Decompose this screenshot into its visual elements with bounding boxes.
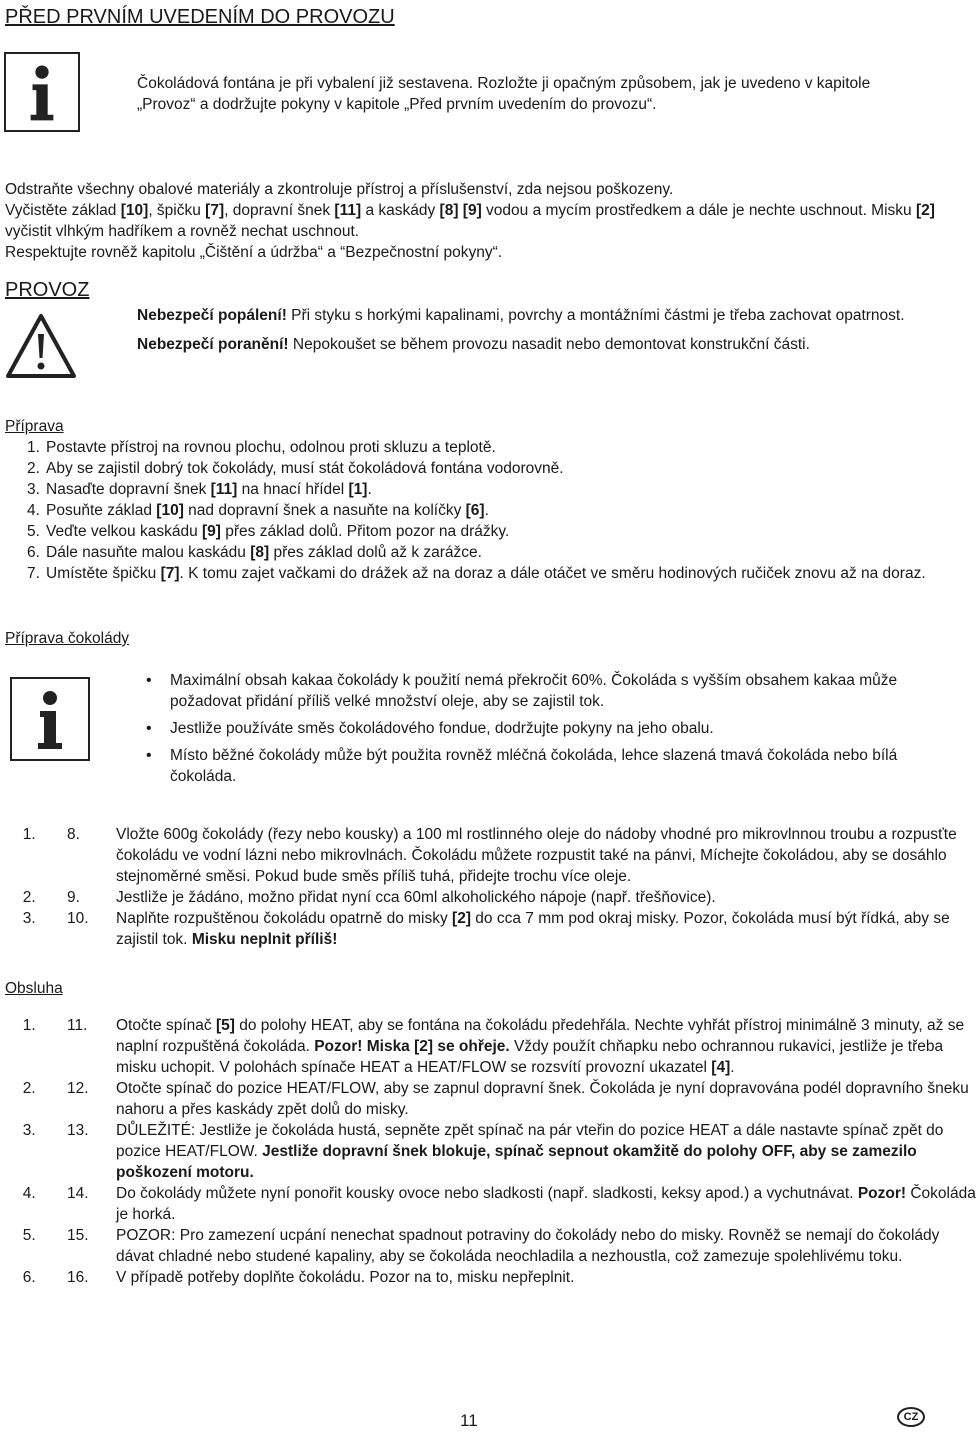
step-item: 4. Posuňte základ [10] nad dopravní šnek a nasuňte na kolíčky [6]. (27, 502, 489, 519)
step-number: 3. 10. (67, 909, 89, 927)
step-number: 1. 8. (67, 825, 80, 843)
step-item: 6. Dále nasuňte malou kaskádu [8] přes základ dolů až k zarážce. (27, 544, 482, 561)
step-number: 1. (27, 439, 40, 456)
step-number: 4. (27, 502, 40, 519)
step-item: 5. 15. POZOR: Pro zamezení ucpání nenechat spadnout potraviny do čokolády nebo do misky. Rovněž se nemají do čokolády dávat chladné nebo studené kapaliny, aby se čokoláda neochladila a nezhoustla, což zamezuje spolehlivému toku. (40, 1225, 980, 1267)
bullet-item: • Maximální obsah kakaa čokolády k použití nemá překročit 60%. Čokoláda s vyšším obsahem kakaa může požadovat přidání příliš velké množství oleje, aby se zajistil tok. (146, 670, 906, 712)
step-item: 1. 8. Vložte 600g čokolády (řezy nebo kousky) a 100 ml rostlinného oleje do nádoby vhodné pro mikrovlnnou troubu a rozpusťte čokoládu ve vodní lázni nebo mikrovlnách. Čokoládu můžete rozpustit také na pánvi, Míchejte čokoládou, aby se dosáhlo stejnoměrné směsi. Pokud bude směs příliš tuhá, přidejte trochu více oleje. (40, 824, 980, 887)
priprava-cokolady-heading: Příprava čokolády (5, 630, 130, 647)
step-item: 2. Aby se zajistil dobrý tok čokolády, musí stát čokoládová fontána vodorovně. (27, 460, 564, 477)
chocolate-tips-list (146, 670, 906, 793)
step-number: 5. (27, 523, 40, 540)
step-item: 3. 10. Naplňte rozpuštěnou čokoládu opatrně do misky [2] do cca 7 mm pod okraj misky. Pozor, čokoláda musí být řídká, aby se zajistil tok. Misku neplnit příliš! (40, 908, 980, 950)
obsluha-steps (0, 1015, 980, 1288)
obsluha-heading: Obsluha (5, 980, 63, 997)
step-item: 1. Postavte přístroj na rovnou plochu, odolnou proti skluzu a teplotě. (27, 439, 496, 456)
prep-line-1: Odstraňte všechny obalové materiály a zkontroluje přístroj a příslušenství, zda nejsou poškozeny. (5, 181, 674, 198)
step-number: 5. 15. (67, 1226, 89, 1244)
step-item: 7. Umístěte špičku [7]. K tomu zajet vačkami do drážek až na doraz a dále otáčet ve směru hodinových ručiček znovu až na doraz. (27, 565, 926, 582)
provoz-heading: PROVOZ (5, 279, 90, 301)
warning-icon (5, 312, 77, 380)
step-item: 2. 12. Otočte spínač do pozice HEAT/FLOW, aby se zapnul dopravní šnek. Čokoláda je nyní dopravována podél dopravního šneku nahoru a přes kaskády zpět dolů do misky. (40, 1078, 980, 1120)
priprava-steps (0, 437, 940, 584)
info-icon (4, 52, 80, 132)
step-item: 1. 11. Otočte spínač [5] do polohy HEAT, aby se fontána na čokoládu předehřála. Nechte vyhřát přístroj minimálně 3 minuty, až se naplní rozpuštěná čokoláda. Pozor! Miska [2] se ohřeje. Vždy použít chňapku nebo ochrannou rukavici, jestliže je třeba misku uchopit. V polohách spínače HEAT a HEAT/FLOW se rozsvítí provozní ukazatel [4]. (40, 1015, 980, 1078)
step-number: 7. (27, 565, 40, 582)
bullet-item: • Místo běžné čokolády může být použita rovněž mléčná čokoláda, lehce slazená tmavá čokoláda nebo bílá čokoláda. (146, 745, 906, 787)
step-number: 2. 12. (67, 1079, 89, 1097)
step-item: 6. 16. V případě potřeby doplňte čokoládu. Pozor na to, misku nepřeplnit. (40, 1267, 980, 1288)
prep-line-2: Vyčistěte základ [10], špičku [7], dopravní šnek [11] a kaskády [8] [9] vodou a mycím prostředkem a dále je nechte uschnout. Misku [2] vyčistit vlhkým hadříkem a rovněž nechat uschnout. (5, 202, 935, 240)
provoz-warnings (137, 305, 917, 355)
step-number: 3. 13. (67, 1121, 89, 1139)
chocolate-steps (0, 824, 980, 950)
injury-warning: Nebezpečí poranění! Nepokoušet se během provozu nasadit nebo demontovat konstrukční části. (137, 336, 810, 353)
step-number: 2. 9. (67, 888, 80, 906)
step-item: 3. Nasaďte dopravní šnek [11] na hnací hřídel [1]. (27, 481, 372, 498)
intro-text: Čokoládová fontána je při vybalení již sestavena. Rozložte ji opačným způsobem, jak je uvedeno v kapitole „Provoz“ a dodržujte pokyny v kapitole „Před prvním uvedením do provozu“. (137, 75, 871, 113)
prep-paragraph (5, 179, 953, 263)
step-item: 2. 9. Jestliže je žádáno, možno přidat nyní cca 60ml alkoholického nápoje (např. třešňovice). (40, 887, 980, 908)
burn-warning: Nebezpečí popálení! Při styku s horkými kapalinami, povrchy a montážními částmi je třeba zachovat opatrnost. (137, 307, 905, 324)
step-number: 1. 11. (67, 1016, 88, 1034)
step-number: 3. (27, 481, 40, 498)
prep-line-3: Respektujte rovněž kapitolu „Čištění a údržba“ a “Bezpečnostní pokyny“. (5, 244, 503, 261)
bullet-item: • Jestliže používáte směs čokoládového fondue, dodržujte pokyny na jeho obalu. (146, 718, 906, 739)
language-badge: CZ (897, 1407, 925, 1427)
step-number: 6. 16. (67, 1268, 89, 1286)
info-icon (10, 677, 90, 761)
page-number: 11 (460, 1411, 478, 1430)
priprava-heading: Příprava (5, 418, 64, 435)
step-number: 2. (27, 460, 40, 477)
step-item: 4. 14. Do čokolády můžete nyní ponořit kousky ovoce nebo sladkosti (např. sladkosti, keksy apod.) a vychutnávat. Pozor! Čokoláda je horká. (40, 1183, 980, 1225)
step-number: 4. 14. (67, 1184, 89, 1202)
page-title: PŘED PRVNÍM UVEDENÍM DO PROVOZU (5, 6, 395, 28)
step-number: 6. (27, 544, 40, 561)
step-item: 5. Veďte velkou kaskádu [9] přes základ dolů. Přitom pozor na drážky. (27, 523, 510, 540)
step-item: 3. 13. DŮLEŽITÉ: Jestliže je čokoláda hustá, sepněte zpět spínač na pár vteřin do pozice HEAT a dále nastavte spínač zpět do pozice HEAT/FLOW. Jestliže dopravní šnek blokuje, spínač sepnout okamžitě do polohy OFF, aby se zamezilo poškození motoru. (40, 1120, 980, 1183)
